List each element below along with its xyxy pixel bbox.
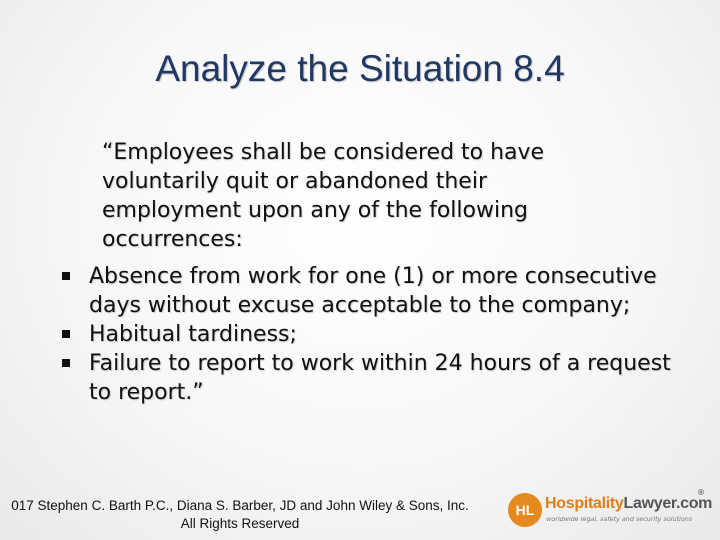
rights-line: All Rights Reserved — [180, 516, 300, 531]
intro-paragraph: “Employees shall be considered to have voluntarily quit or abandoned their employment upon any of the following occurrences: — [102, 140, 545, 252]
square-bullet-icon — [62, 330, 70, 338]
copyright-footer — [0, 497, 490, 533]
slide-title: Analyze the Situation 8.4 — [155, 48, 565, 89]
square-bullet-icon — [62, 359, 70, 367]
bullet-item — [62, 262, 672, 320]
logo-wordmark — [545, 495, 712, 513]
registered-mark: ® — [697, 488, 705, 497]
bullet-item — [62, 320, 672, 349]
hospitality-lawyer-logo — [508, 488, 713, 531]
logo-tagline: worldwide legal, safety and security solutions — [546, 515, 693, 523]
bullet-text: Failure to report to work within 24 hours of a request to report.” — [89, 351, 671, 405]
square-bullet-icon — [62, 272, 70, 280]
copyright-line: 017 Stephen C. Barth P.C., Diana S. Barber, JD and John Wiley & Sons, Inc. — [11, 498, 469, 513]
bullet-text: Habitual tardiness; — [89, 322, 297, 347]
logo-name-part2: Lawyer.com — [623, 495, 713, 512]
bullet-item — [62, 349, 672, 407]
bullet-text: Absence from work for one (1) or more consecutive days without excuse acceptable to the company; — [89, 264, 657, 318]
hl-logo-icon: HL — [508, 493, 542, 527]
bullet-list — [62, 262, 672, 407]
logo-name-part1: Hospitality — [545, 495, 624, 512]
